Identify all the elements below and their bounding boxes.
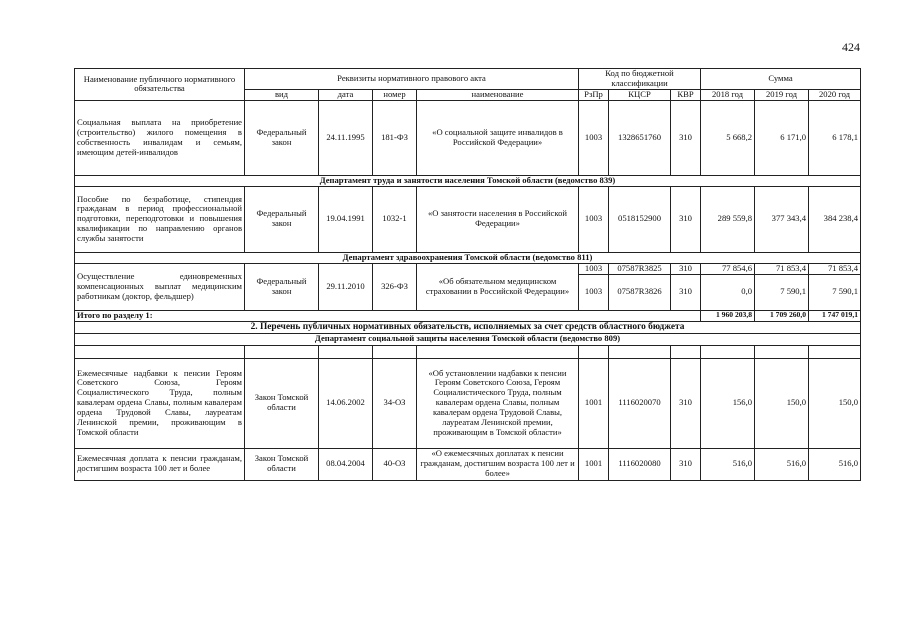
sum-2018: 0,0 [701, 274, 755, 310]
kcsr: 07587R3825 [609, 263, 671, 274]
act-date: 14.06.2002 [319, 358, 373, 448]
sum-2020: 71 853,4 [809, 263, 861, 274]
header-number: номер [373, 89, 417, 100]
department-row [75, 175, 861, 186]
obligation-name: Социальная выплата на приобретение (строительство) жилого помещения в собственность инвалидам и семьям, имеющим детей-инвалидов [75, 100, 245, 175]
total-2018: 1 960 203,8 [701, 310, 755, 321]
obligation-name: Ежемесячная доплата к пенсии гражданам, достигшим возраста 100 лет и более [75, 448, 245, 480]
total-2020: 1 747 019,1 [809, 310, 861, 321]
kcsr: 07587R3826 [609, 274, 671, 310]
act-type: Федеральный закон [245, 100, 319, 175]
sum-2018: 156,0 [701, 358, 755, 448]
sum-2020: 7 590,1 [809, 274, 861, 310]
header-2020: 2020 год [809, 89, 861, 100]
kvr: 310 [671, 263, 701, 274]
sum-2020: 150,0 [809, 358, 861, 448]
sum-2019: 377 343,4 [755, 186, 809, 252]
header-budget-class: Код по бюджетной классификации [579, 69, 701, 90]
act-date: 29.11.2010 [319, 263, 373, 310]
table-row [75, 448, 861, 480]
section-2-title: 2. Перечень публичных нормативных обязательств, исполняемых за счет средств областного бюджета [75, 321, 861, 333]
total-row [75, 310, 861, 321]
sum-2019: 150,0 [755, 358, 809, 448]
table-row [75, 186, 861, 252]
header-row-top [75, 69, 861, 90]
kvr: 310 [671, 448, 701, 480]
header-2019: 2019 год [755, 89, 809, 100]
department-row [75, 333, 861, 345]
obligations-table [74, 68, 861, 481]
section-row [75, 321, 861, 333]
header-name-col: Наименование публичного нормативного обязательства [75, 69, 245, 101]
kvr: 310 [671, 358, 701, 448]
kvr: 310 [671, 186, 701, 252]
department-809: Департамент социальной защиты населения Томской области (ведомство 809) [75, 333, 861, 345]
act-title: «О занятости населения в Российской Федерации» [417, 186, 579, 252]
act-title: «Об установлении надбавки к пенсии Героям Советского Союза, Героям Социалистического Труда, полным кавалерам ордена Славы, полным кавалерам ордена Трудовой Славы, лауреатам Ленинской премии, проживающим в Томской области» [417, 358, 579, 448]
act-title: «Об обязательном медицинском страховании в Российской Федерации» [417, 263, 579, 310]
act-number: 181-ФЗ [373, 100, 417, 175]
header-requisites: Реквизиты нормативного правового акта [245, 69, 579, 90]
kvr: 310 [671, 274, 701, 310]
rzpr: 1003 [579, 186, 609, 252]
sum-2020: 6 178,1 [809, 100, 861, 175]
header-date: дата [319, 89, 373, 100]
sum-2018: 77 854,6 [701, 263, 755, 274]
act-type: Закон Томской области [245, 358, 319, 448]
sum-2019: 7 590,1 [755, 274, 809, 310]
act-number: 326-ФЗ [373, 263, 417, 310]
table-row [75, 263, 861, 274]
sum-2019: 71 853,4 [755, 263, 809, 274]
sum-2018: 516,0 [701, 448, 755, 480]
empty-row [75, 345, 861, 358]
sum-2018: 5 668,2 [701, 100, 755, 175]
header-kvr: КВР [671, 89, 701, 100]
kcsr: 1328651760 [609, 100, 671, 175]
total-2019: 1 709 260,0 [755, 310, 809, 321]
header-rzpr: РзПр [579, 89, 609, 100]
sum-2019: 6 171,0 [755, 100, 809, 175]
sum-2020: 384 238,4 [809, 186, 861, 252]
sum-2020: 516,0 [809, 448, 861, 480]
department-811: Департамент здравоохранения Томской области (ведомство 811) [75, 252, 861, 263]
kcsr: 1116020070 [609, 358, 671, 448]
sum-2019: 516,0 [755, 448, 809, 480]
act-number: 1032-1 [373, 186, 417, 252]
kcsr: 1116020080 [609, 448, 671, 480]
table-row [75, 100, 861, 175]
obligation-name: Пособие по безработице, стипендия гражданам в период профессиональной подготовки, переподготовки и повышения квалификации по направлению органов службы занятости [75, 186, 245, 252]
header-type: вид [245, 89, 319, 100]
header-title: наименование [417, 89, 579, 100]
kcsr: 0518152900 [609, 186, 671, 252]
act-type: Федеральный закон [245, 263, 319, 310]
department-row [75, 252, 861, 263]
rzpr: 1001 [579, 448, 609, 480]
obligation-name: Осуществление единовременных компенсационных выплат медицинским работникам (доктор, фельдшер) [75, 263, 245, 310]
act-date: 24.11.1995 [319, 100, 373, 175]
header-2018: 2018 год [701, 89, 755, 100]
obligation-name: Ежемесячные надбавки к пенсии Героям Советского Союза, Героям Социалистического Труда, полным кавалерам ордена Славы, полным кавалерам ордена Трудовой Славы, лауреатам Ленинской премии, проживающим в Томской области [75, 358, 245, 448]
act-number: 34-ОЗ [373, 358, 417, 448]
act-number: 40-ОЗ [373, 448, 417, 480]
page-number: 424 [842, 40, 860, 54]
act-date: 08.04.2004 [319, 448, 373, 480]
sum-2018: 289 559,8 [701, 186, 755, 252]
rzpr: 1003 [579, 100, 609, 175]
act-date: 19.04.1991 [319, 186, 373, 252]
header-sum: Сумма [701, 69, 861, 90]
rzpr: 1003 [579, 274, 609, 310]
act-title: «О ежемесячных доплатах к пенсии гражданам, достигшим возраста 100 лет и более» [417, 448, 579, 480]
kvr: 310 [671, 100, 701, 175]
act-title: «О социальной защите инвалидов в Российской Федерации» [417, 100, 579, 175]
total-label: Итого по разделу 1: [75, 310, 701, 321]
act-type: Закон Томской области [245, 448, 319, 480]
rzpr: 1003 [579, 263, 609, 274]
header-kcsr: КЦСР [609, 89, 671, 100]
act-type: Федеральный закон [245, 186, 319, 252]
rzpr: 1001 [579, 358, 609, 448]
table-row [75, 358, 861, 448]
department-839: Департамент труда и занятости населения Томской области (ведомство 839) [75, 175, 861, 186]
